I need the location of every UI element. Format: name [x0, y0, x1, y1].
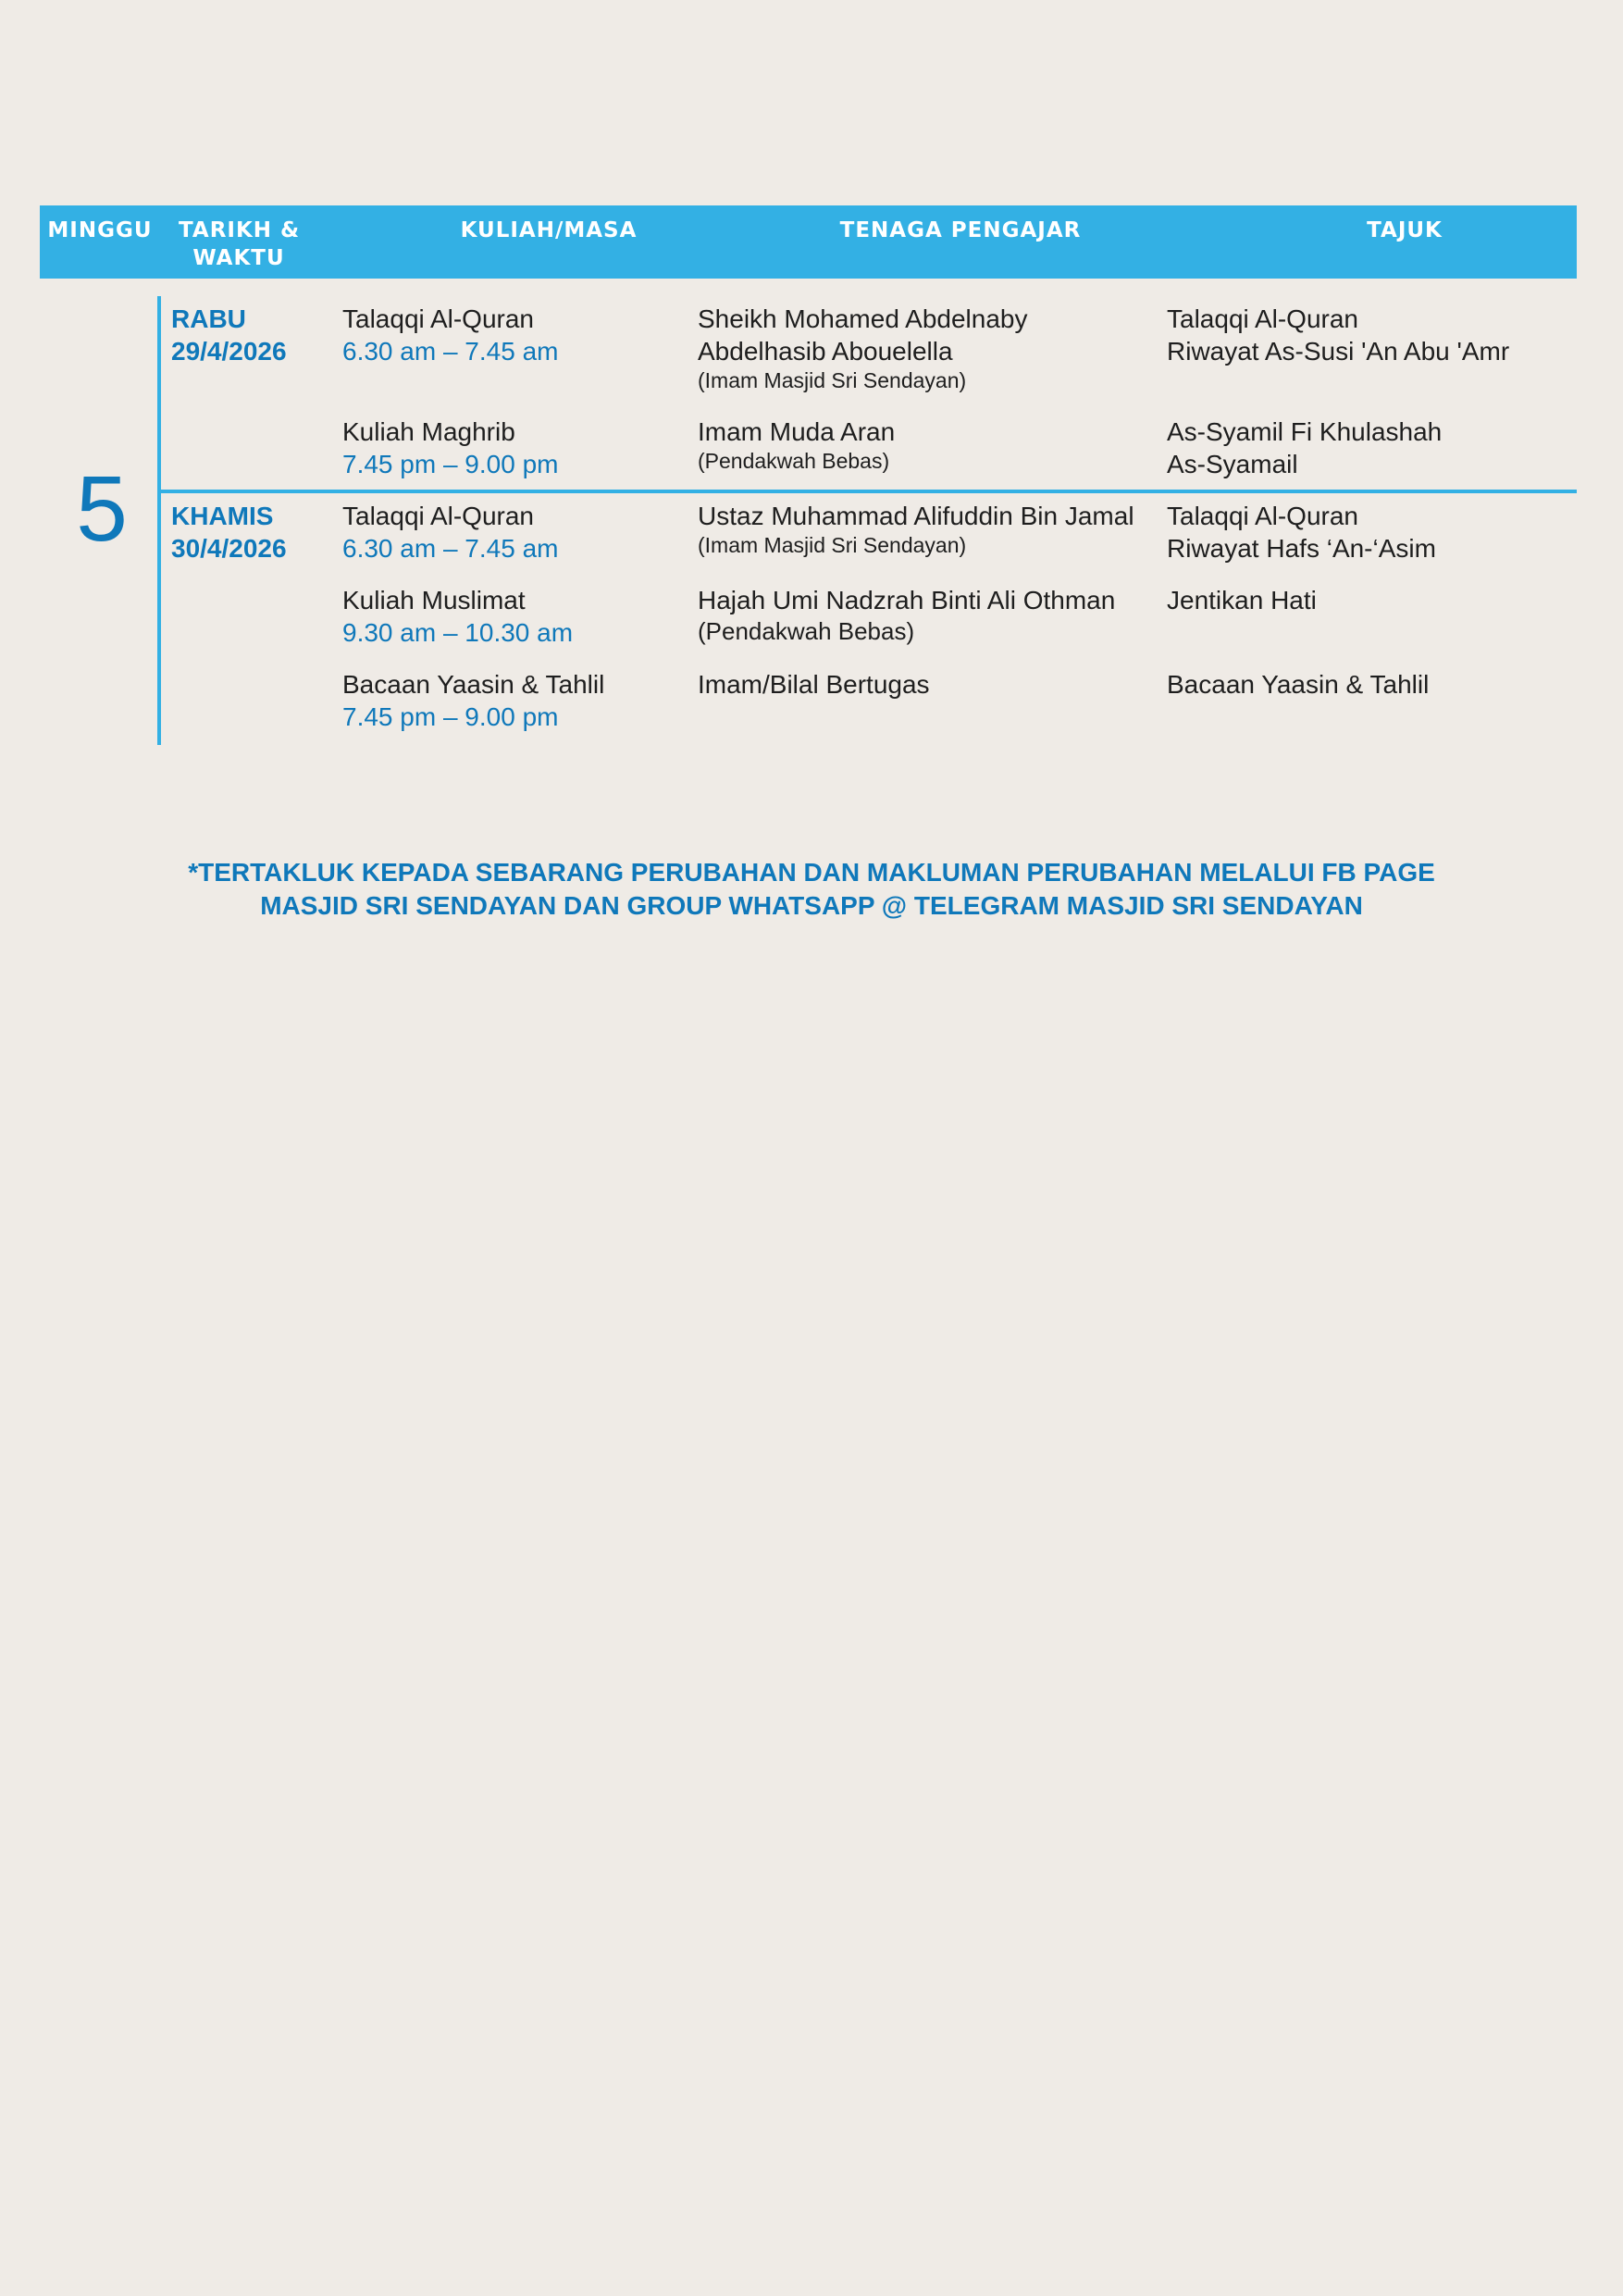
session-tajuk	[1167, 584, 1317, 616]
pengajar-note: (Pendakwah Bebas)	[698, 449, 890, 473]
header-kuliah: KULIAH/MASA	[460, 218, 638, 242]
pengajar-name: Abdelhasib Abouelella	[698, 337, 953, 366]
pengajar-name: Imam/Bilal Bertugas	[698, 670, 930, 699]
kuliah-time: 9.30 am – 10.30 am	[342, 618, 574, 647]
tajuk-line: As-Syamail	[1167, 450, 1298, 478]
session-kuliah	[342, 584, 573, 649]
tajuk-line: Jentikan Hati	[1167, 586, 1317, 614]
tajuk-line: As-Syamil Fi Khulashah	[1167, 417, 1443, 446]
kuliah-title: Bacaan Yaasin & Tahlil	[342, 670, 605, 699]
kuliah-title: Talaqqi Al-Quran	[342, 304, 535, 333]
header-pengajar: TENAGA PENGAJAR	[839, 218, 1082, 242]
tajuk-line: Riwayat As-Susi 'An Abu 'Amr	[1167, 337, 1510, 366]
session-pengajar	[698, 500, 1134, 559]
session-tajuk	[1167, 500, 1436, 565]
header-tajuk: TAJUK	[1367, 218, 1443, 242]
session-kuliah	[342, 500, 558, 565]
day-name: KHAMIS	[171, 502, 274, 530]
tajuk-line: Riwayat Hafs ‘An-‘Asim	[1167, 534, 1436, 563]
kuliah-time: 7.45 pm – 9.00 pm	[342, 450, 559, 478]
pengajar-note: (Imam Masjid Sri Sendayan)	[698, 533, 967, 557]
session-tajuk	[1167, 303, 1509, 367]
pengajar-name: Imam Muda Aran	[698, 417, 896, 446]
vertical-divider	[157, 296, 161, 745]
kuliah-time: 6.30 am – 7.45 am	[342, 337, 559, 366]
session-pengajar	[698, 303, 1027, 394]
tajuk-line: Talaqqi Al-Quran	[1167, 304, 1359, 333]
session-pengajar	[698, 584, 1115, 647]
session-kuliah	[342, 416, 558, 480]
pengajar-note: (Imam Masjid Sri Sendayan)	[698, 368, 967, 392]
day-date: 30/4/2026	[171, 534, 287, 563]
table-header	[40, 205, 1577, 279]
pengajar-name: Ustaz Muhammad Alifuddin Bin Jamal	[698, 502, 1134, 530]
day-label-khamis	[171, 500, 287, 565]
footer-notice	[0, 856, 1623, 923]
session-kuliah	[342, 668, 604, 733]
day-name: RABU	[171, 304, 246, 333]
kuliah-time: 7.45 pm – 9.00 pm	[342, 702, 559, 731]
day-divider	[157, 490, 1577, 493]
pengajar-name: Hajah Umi Nadzrah Binti Ali Othman	[698, 586, 1116, 614]
pengajar-name: Sheikh Mohamed Abdelnaby	[698, 304, 1028, 333]
header-tarikh-line1: TARIKH &	[179, 218, 301, 242]
header-minggu: MINGGU	[47, 218, 153, 242]
pengajar-note: (Pendakwah Bebas)	[698, 617, 915, 645]
session-tajuk	[1167, 416, 1442, 480]
week-number: 5	[76, 457, 128, 561]
header-tarikh	[179, 217, 299, 272]
kuliah-title: Talaqqi Al-Quran	[342, 502, 535, 530]
session-pengajar	[698, 668, 930, 701]
day-label-rabu	[171, 303, 287, 367]
session-tajuk	[1167, 668, 1429, 701]
tajuk-line: Bacaan Yaasin & Tahlil	[1167, 670, 1430, 699]
day-date: 29/4/2026	[171, 337, 287, 366]
kuliah-title: Kuliah Maghrib	[342, 417, 515, 446]
session-pengajar	[698, 416, 895, 475]
tajuk-line: Talaqqi Al-Quran	[1167, 502, 1359, 530]
header-tarikh-line2: WAKTU	[192, 246, 285, 270]
kuliah-time: 6.30 am – 7.45 am	[342, 534, 559, 563]
kuliah-title: Kuliah Muslimat	[342, 586, 526, 614]
footer-line2: MASJID SRI SENDAYAN DAN GROUP WHATSAPP @ TELEGRAM MASJID SRI SENDAYAN	[260, 891, 1363, 920]
session-kuliah	[342, 303, 558, 367]
footer-line1: *TERTAKLUK KEPADA SEBARANG PERUBAHAN DAN MAKLUMAN PERUBAHAN MELALUI FB PAGE	[188, 858, 1435, 887]
